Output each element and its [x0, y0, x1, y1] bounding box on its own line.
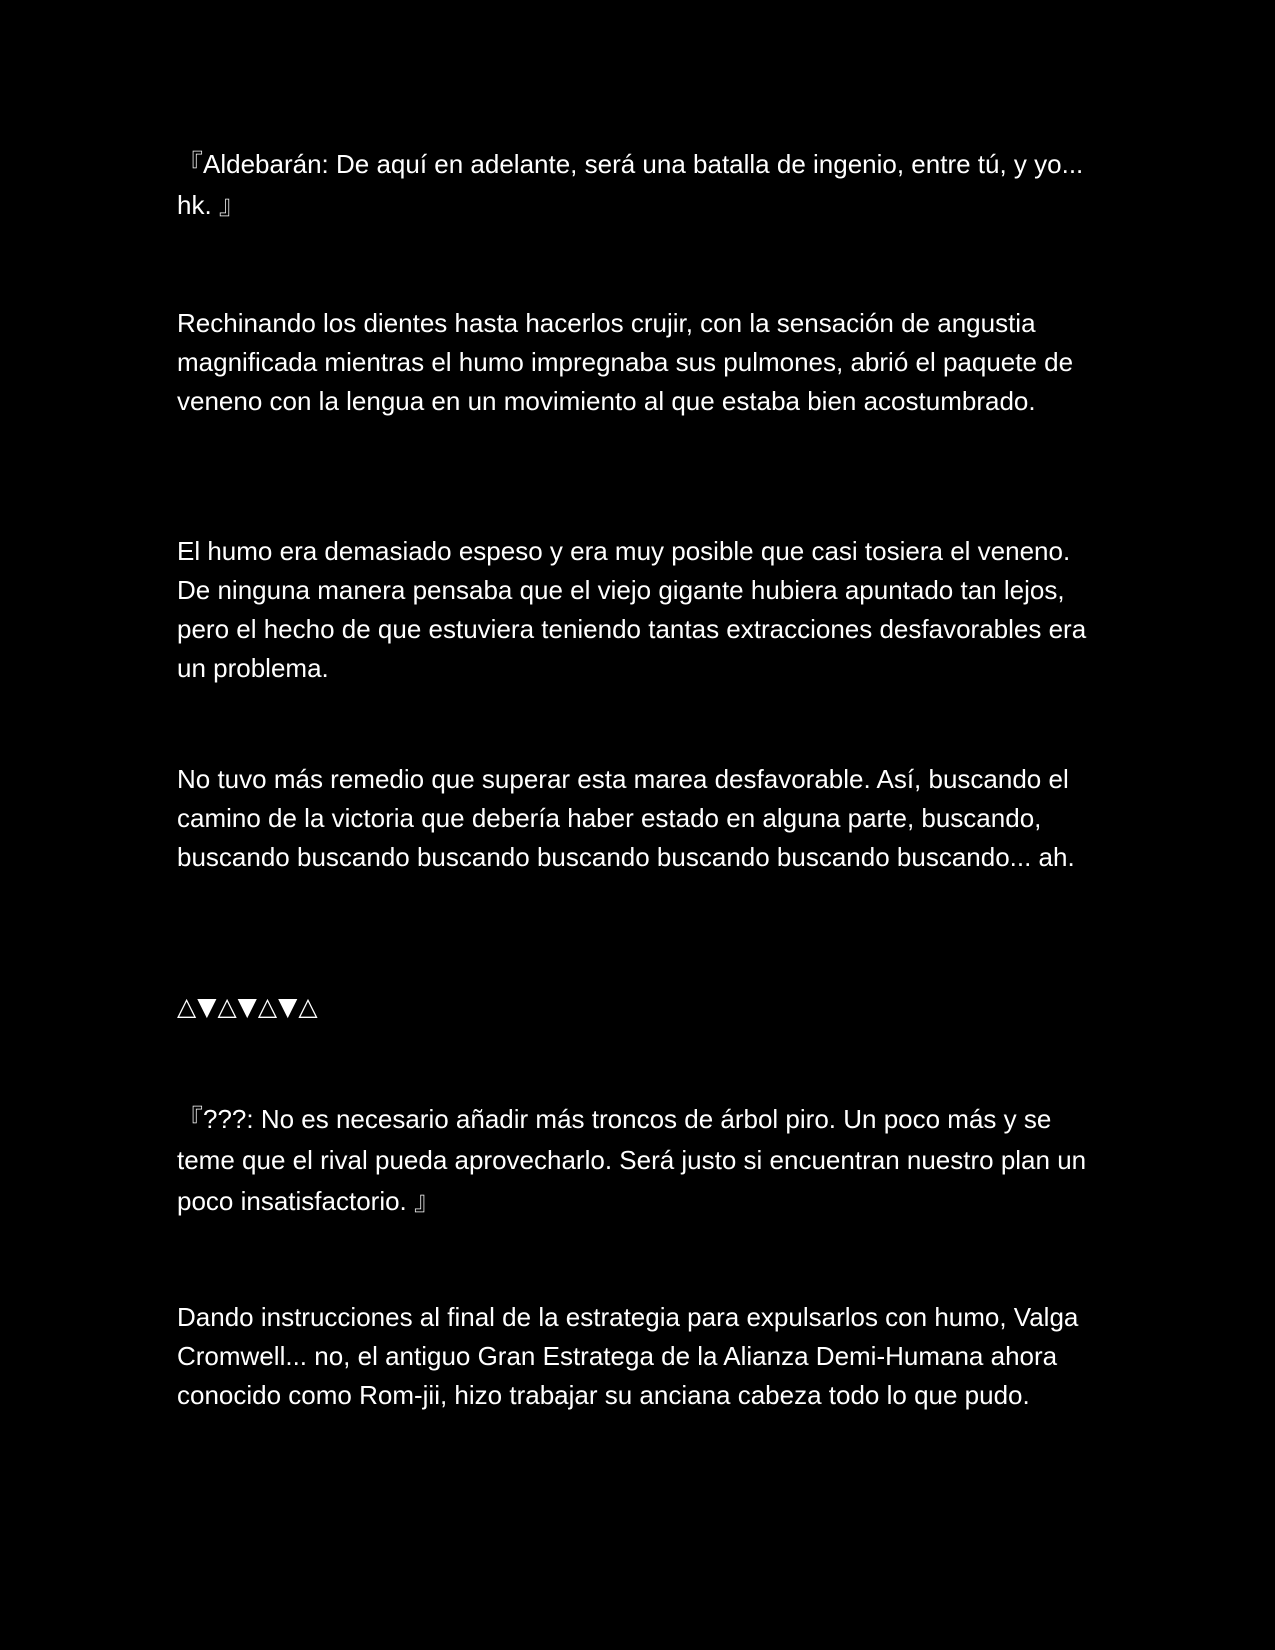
paragraph-narration-2: El humo era demasiado espeso y era muy posible que casi tosiera el veneno. De ninguna manera pensaba que el viejo gigante hubiera apuntado tan lejos, pero el hecho de que estuviera teniendo tantas extracciones desfavorables era un problema. — [177, 536, 1087, 683]
paragraph-narration-3: No tuvo más remedio que superar esta marea desfavorable. Así, buscando el camino de la victoria que debería haber estado en alguna parte, buscando, buscando buscando buscando buscando buscando buscando buscando... ah. — [177, 764, 1075, 872]
scene-separator: △▼△▼△▼△ — [177, 992, 319, 1021]
dialogue-unknown-speaker: 『???: No es necesario añadir más troncos de árbol piro. Un poco más y se teme que el rival pueda aprovecharlo. Será justo si encuentran nuestro plan un poco insatisfactorio. 』 — [177, 1104, 1087, 1216]
dialogue-aldebaran: 『Aldebarán: De aquí en adelante, será una batalla de ingenio, entre tú, y yo... hk. 』 — [177, 149, 1084, 220]
paragraph-narration-4: Dando instrucciones al final de la estrategia para expulsarlos con humo, Valga Cromwell... no, el antiguo Gran Estratega de la Alianza Demi-Humana ahora conocido como Rom-jii, hizo trabajar su anciana cabeza todo lo que pudo. — [177, 1302, 1079, 1410]
paragraph-narration-1: Rechinando los dientes hasta hacerlos crujir, con la sensación de angustia magnificada mientras el humo impregnaba sus pulmones, abrió el paquete de veneno con la lengua en un movimiento al que estaba bien acostumbrado. — [177, 308, 1074, 416]
